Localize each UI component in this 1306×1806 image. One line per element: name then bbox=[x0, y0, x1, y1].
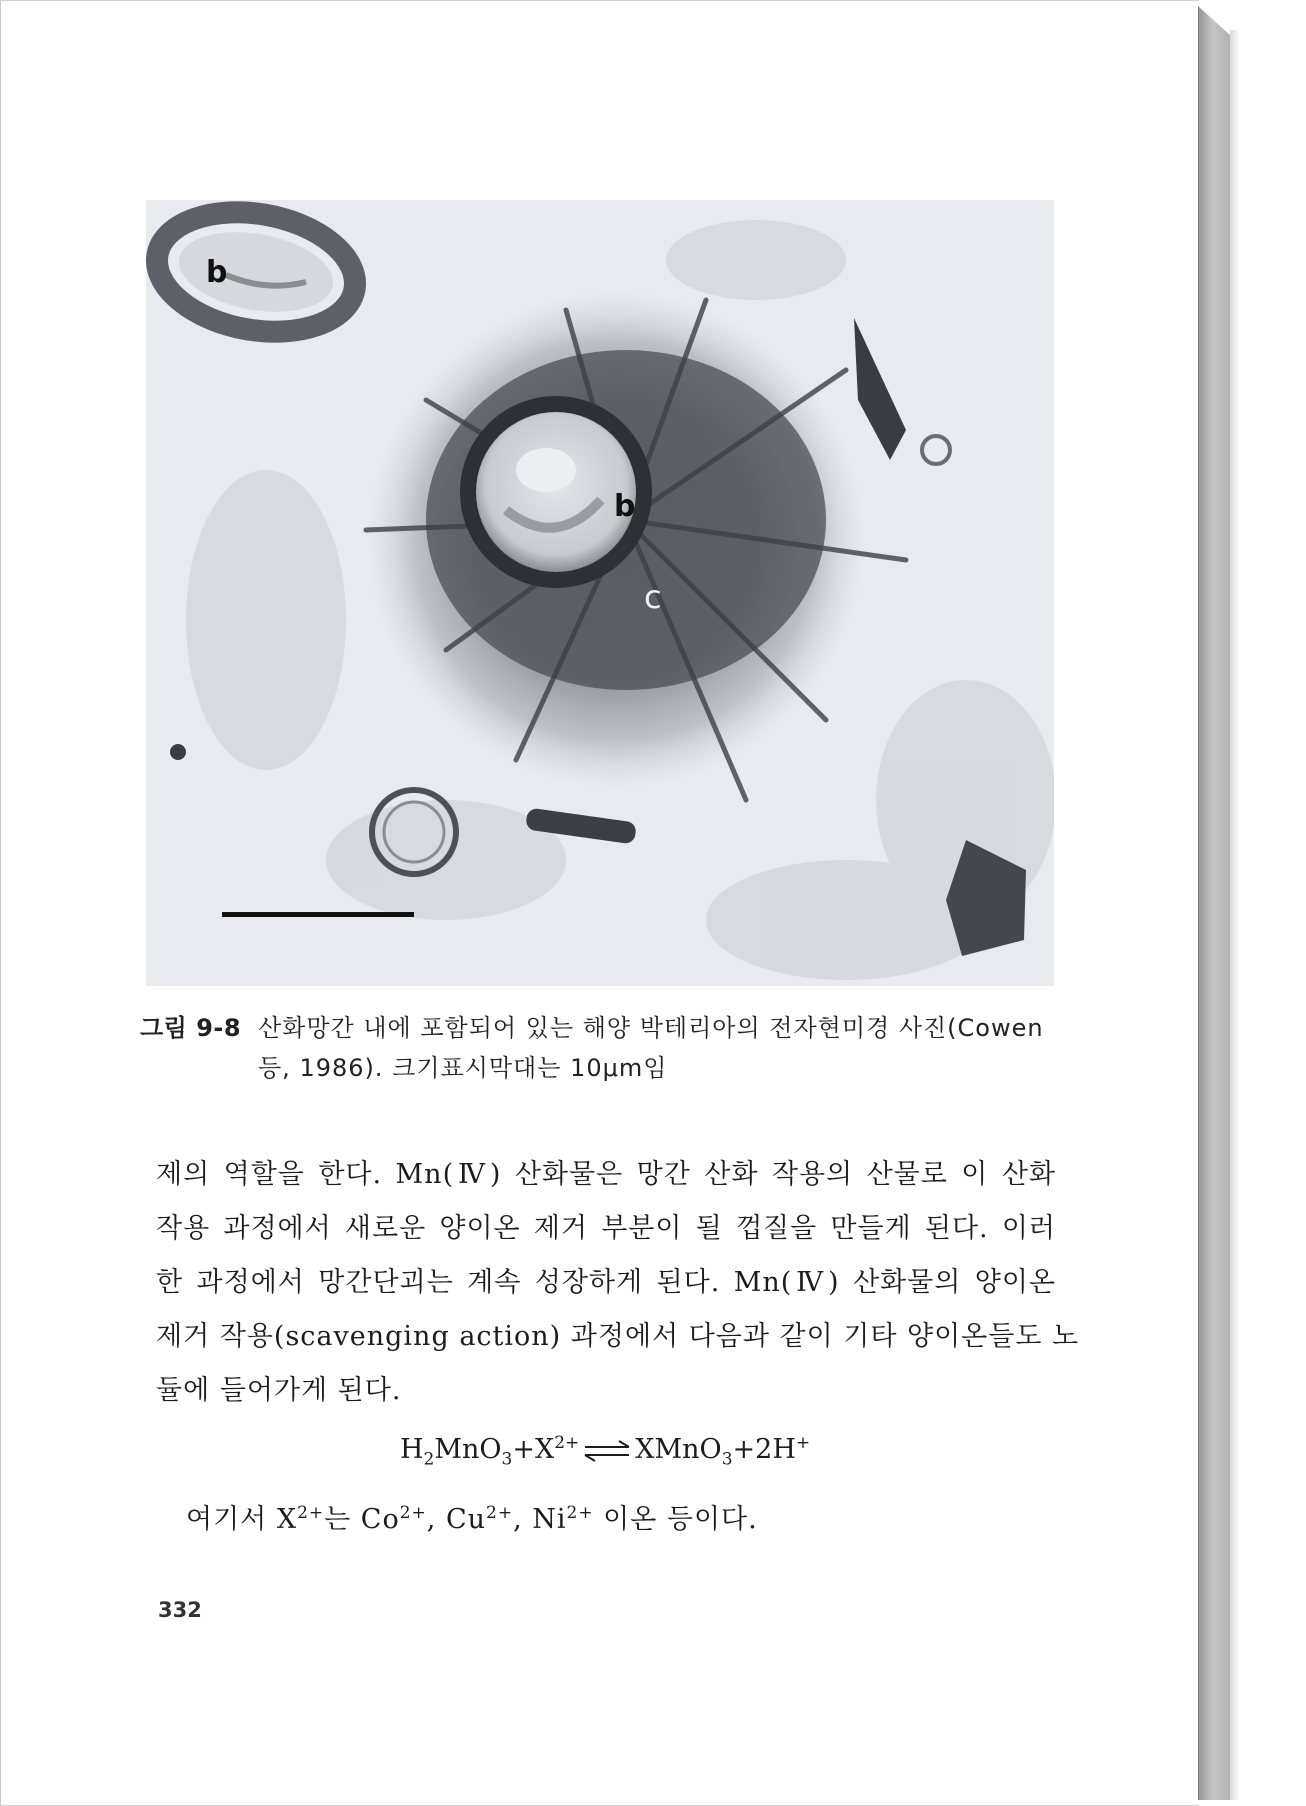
eq-h-charge: + bbox=[795, 1433, 811, 1453]
equilibrium-arrows-icon bbox=[583, 1440, 631, 1462]
note-co-charge: 2+ bbox=[399, 1503, 427, 1523]
caption-label: 그림 9-8 bbox=[140, 1014, 242, 1042]
eq-plus-x: +X bbox=[512, 1434, 555, 1465]
page-edge-shadow bbox=[1230, 30, 1240, 1800]
caption-line-2: 등, 1986). 크기표시막대는 10μm임 bbox=[258, 1054, 668, 1082]
body-paragraph bbox=[156, 1148, 1080, 1418]
eq-mno: MnO bbox=[434, 1434, 502, 1465]
eq-h-sub: 2 bbox=[423, 1449, 435, 1470]
caption-first-row bbox=[140, 1008, 1060, 1048]
reaction-equation bbox=[400, 1418, 860, 1484]
eq-plus-2h: +2H bbox=[732, 1434, 796, 1465]
label-b-center: b bbox=[614, 489, 636, 524]
figure-caption bbox=[140, 1008, 1060, 1088]
eq-xmno: XMnO bbox=[635, 1434, 722, 1465]
caption-line-1: 산화망간 내에 포함되어 있는 해양 박테리아의 전자현미경 사진(Cowen bbox=[258, 1014, 1044, 1042]
body-line-5: 듈에 들어가게 된다. bbox=[156, 1375, 402, 1406]
eq-mno-sub: 3 bbox=[501, 1449, 513, 1470]
ion-note bbox=[186, 1486, 1006, 1547]
note-cu: , Cu bbox=[426, 1504, 486, 1535]
note-co: 는 Co bbox=[324, 1504, 400, 1535]
note-prefix: 여기서 X bbox=[186, 1504, 298, 1535]
body-line-1: 제의 역할을 한다. Mn(Ⅳ) 산화물은 망간 산화 작용의 산물로 이 산화 bbox=[156, 1159, 1056, 1190]
note-cu-charge: 2+ bbox=[486, 1503, 514, 1523]
page-number: 332 bbox=[158, 1598, 202, 1622]
scale-bar bbox=[222, 912, 414, 917]
eq-x-charge: 2+ bbox=[554, 1433, 580, 1453]
note-ni: , Ni bbox=[513, 1504, 567, 1535]
eq-xmno-sub: 3 bbox=[721, 1449, 733, 1470]
body-line-4: 제거 작용(scavenging action) 과정에서 다음과 같이 기타 양이온들도 노 bbox=[156, 1321, 1080, 1352]
body-line-3: 한 과정에서 망간단괴는 계속 성장하게 된다. Mn(Ⅳ) 산화물의 양이온 bbox=[156, 1267, 1056, 1298]
note-suffix: 이온 등이다. bbox=[593, 1504, 758, 1535]
note-ni-charge: 2+ bbox=[566, 1503, 594, 1523]
page-edge bbox=[1198, 6, 1231, 1800]
body-line-2: 작용 과정에서 새로운 양이온 제거 부분이 될 껍질을 만들게 된다. 이러 bbox=[156, 1213, 1056, 1244]
label-b-top: b bbox=[206, 255, 228, 290]
label-c: c bbox=[644, 578, 662, 616]
note-x-charge: 2+ bbox=[297, 1503, 325, 1523]
eq-h: H bbox=[400, 1434, 424, 1465]
electron-micrograph bbox=[146, 200, 1054, 986]
